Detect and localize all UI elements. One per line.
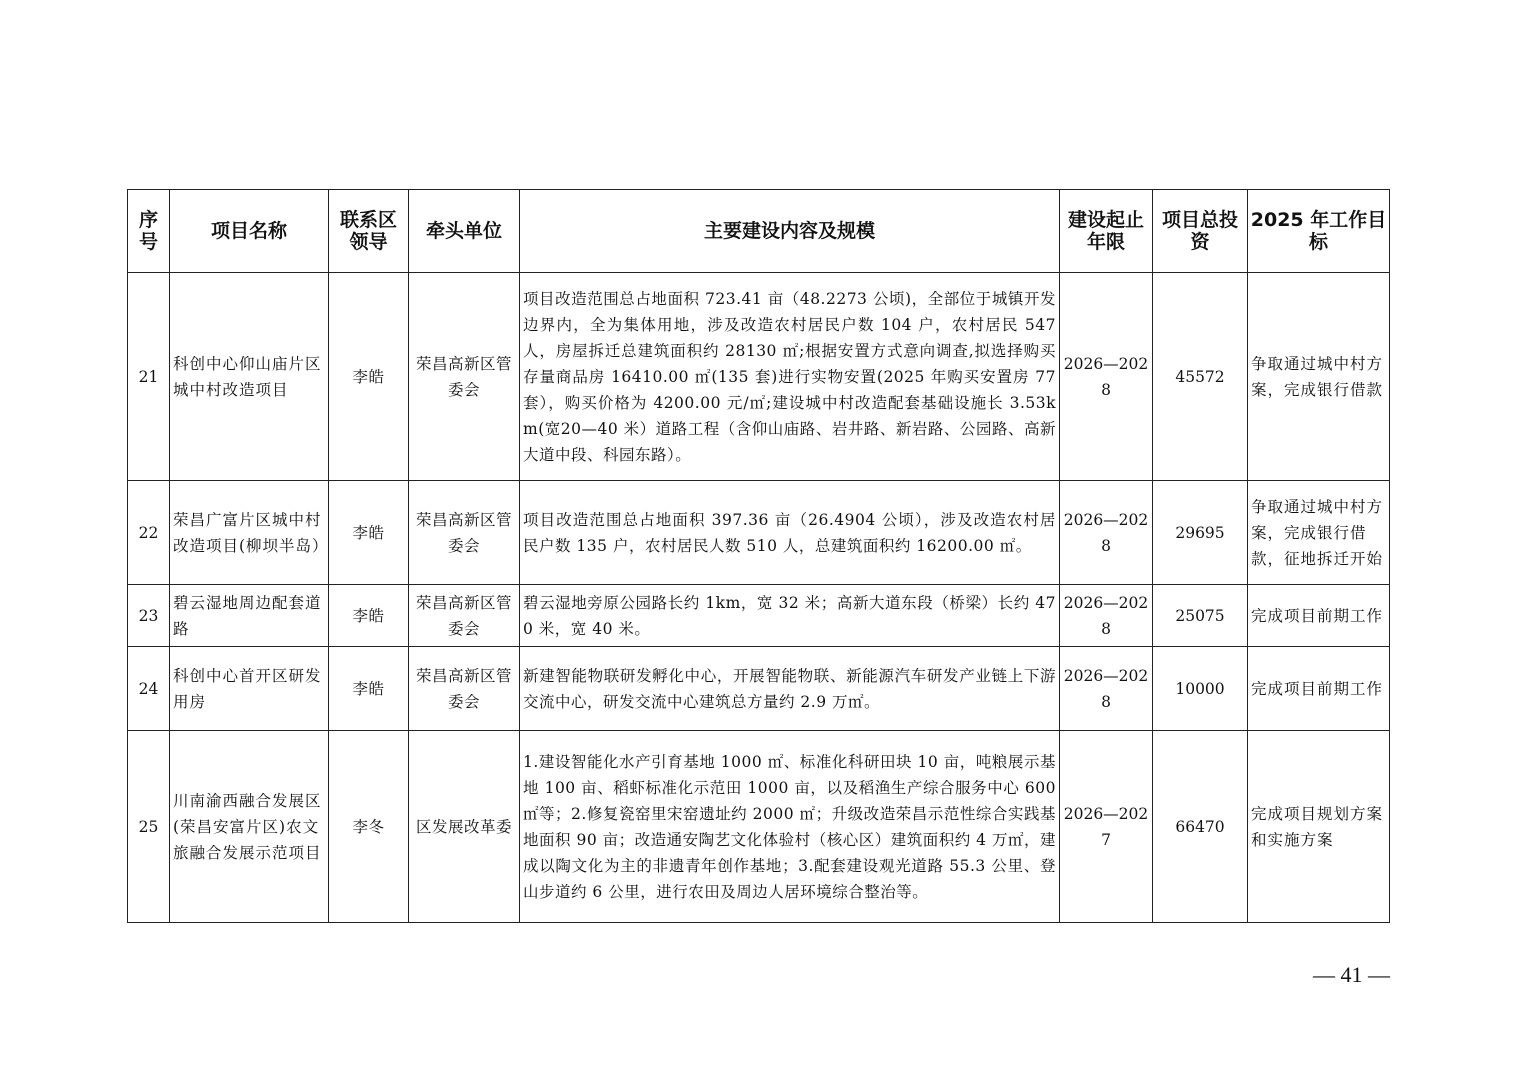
header-no: 序号 bbox=[128, 190, 170, 273]
row-leader: 李冬 bbox=[329, 731, 409, 923]
row-lead-unit: 荣昌高新区管委会 bbox=[409, 273, 520, 481]
header-leader: 联系区领导 bbox=[329, 190, 409, 273]
row-investment: 25075 bbox=[1153, 585, 1248, 647]
row-content: 1.建设智能化水产引育基地 1000 ㎡、标准化科研田块 10 亩，吨粮展示基地 100 亩、稻虾标准化示范田 1000 亩，以及稻渔生产综合服务中心 600 ㎡等；2.修复瓷窑里宋窑遗址约 2000 ㎡；升级改造荣昌示范性综合实践基地面积 90 亩；改造通安陶艺文化体验村（核心区）建筑面积约 4 万㎡，建成以陶文化为主的非遗青年创作基地；3.配套建设观光道路 55.3 公里、登山步道约 6 公里，进行农田及周边人居环境综合整治等。 bbox=[520, 731, 1060, 923]
row-lead-unit: 区发展改革委 bbox=[409, 731, 520, 923]
row-no: 21 bbox=[128, 273, 170, 481]
row-period: 2026—2028 bbox=[1060, 585, 1153, 647]
row-project-name: 川南渝西融合发展区(荣昌安富片区)农文旅融合发展示范项目 bbox=[170, 731, 329, 923]
row-lead-unit: 荣昌高新区管委会 bbox=[409, 481, 520, 585]
row-goal: 争取通过城中村方案，完成银行借款 bbox=[1248, 273, 1390, 481]
row-period: 2026—2028 bbox=[1060, 273, 1153, 481]
row-period: 2026—2028 bbox=[1060, 481, 1153, 585]
row-leader: 李皓 bbox=[329, 273, 409, 481]
row-investment: 66470 bbox=[1153, 731, 1248, 923]
header-invest: 项目总投资 bbox=[1153, 190, 1248, 273]
row-leader: 李皓 bbox=[329, 647, 409, 731]
row-no: 24 bbox=[128, 647, 170, 731]
row-no: 25 bbox=[128, 731, 170, 923]
row-goal: 争取通过城中村方案，完成银行借款，征地拆迁开始 bbox=[1248, 481, 1390, 585]
row-project-name: 科创中心仰山庙片区城中村改造项目 bbox=[170, 273, 329, 481]
row-period: 2026—2027 bbox=[1060, 731, 1153, 923]
row-no: 22 bbox=[128, 481, 170, 585]
header-unit: 牵头单位 bbox=[409, 190, 520, 273]
row-goal: 完成项目前期工作 bbox=[1248, 647, 1390, 731]
row-leader: 李皓 bbox=[329, 585, 409, 647]
row-goal: 完成项目规划方案和实施方案 bbox=[1248, 731, 1390, 923]
row-leader: 李皓 bbox=[329, 481, 409, 585]
project-table bbox=[127, 189, 1390, 923]
header-content: 主要建设内容及规模 bbox=[520, 190, 1060, 273]
row-project-name: 荣昌广富片区城中村改造项目(柳坝半岛） bbox=[170, 481, 329, 585]
row-period: 2026—2028 bbox=[1060, 647, 1153, 731]
row-content: 项目改造范围总占地面积 397.36 亩（26.4904 公顷），涉及改造农村居民户数 135 户，农村居民人数 510 人，总建筑面积约 16200.00 ㎡。 bbox=[520, 481, 1060, 585]
row-project-name: 科创中心首开区研发用房 bbox=[170, 647, 329, 731]
table-row bbox=[128, 731, 1390, 923]
row-content: 碧云湿地旁原公园路长约 1km，宽 32 米；高新大道东段（桥梁）长约 470 米，宽 40 米。 bbox=[520, 585, 1060, 647]
header-name: 项目名称 bbox=[170, 190, 329, 273]
row-content: 项目改造范围总占地面积 723.41 亩（48.2273 公顷)，全部位于城镇开发边界内，全为集体用地，涉及改造农村居民户数 104 户，农村居民 547 人，房屋拆迁总建筑面积约 28130 ㎡;根据安置方式意向调查,拟选择购买存量商品房 16410.00 ㎡(135 套)进行实物安置(2025 年购买安置房 77 套），购买价格为 4200.00 元/㎡;建设城中村改造配套基础设施长 3.53km(宽20—40 米）道路工程（含仰山庙路、岩井路、新岩路、公园路、高新大道中段、科园东路）。 bbox=[520, 273, 1060, 481]
row-content: 新建智能物联研发孵化中心，开展智能物联、新能源汽车研发产业链上下游交流中心，研发交流中心建筑总方量约 2.9 万㎡。 bbox=[520, 647, 1060, 731]
header-goal: 2025 年工作目标 bbox=[1248, 190, 1390, 273]
row-lead-unit: 荣昌高新区管委会 bbox=[409, 585, 520, 647]
row-project-name: 碧云湿地周边配套道路 bbox=[170, 585, 329, 647]
row-investment: 10000 bbox=[1153, 647, 1248, 731]
table-row bbox=[128, 585, 1390, 647]
row-goal: 完成项目前期工作 bbox=[1248, 585, 1390, 647]
header-period: 建设起止年限 bbox=[1060, 190, 1153, 273]
row-no: 23 bbox=[128, 585, 170, 647]
table-row bbox=[128, 481, 1390, 585]
row-lead-unit: 荣昌高新区管委会 bbox=[409, 647, 520, 731]
table-row bbox=[128, 647, 1390, 731]
header-row bbox=[128, 190, 1390, 273]
page-number: — 41 — bbox=[1313, 962, 1390, 987]
row-investment: 45572 bbox=[1153, 273, 1248, 481]
table-row bbox=[128, 273, 1390, 481]
row-investment: 29695 bbox=[1153, 481, 1248, 585]
